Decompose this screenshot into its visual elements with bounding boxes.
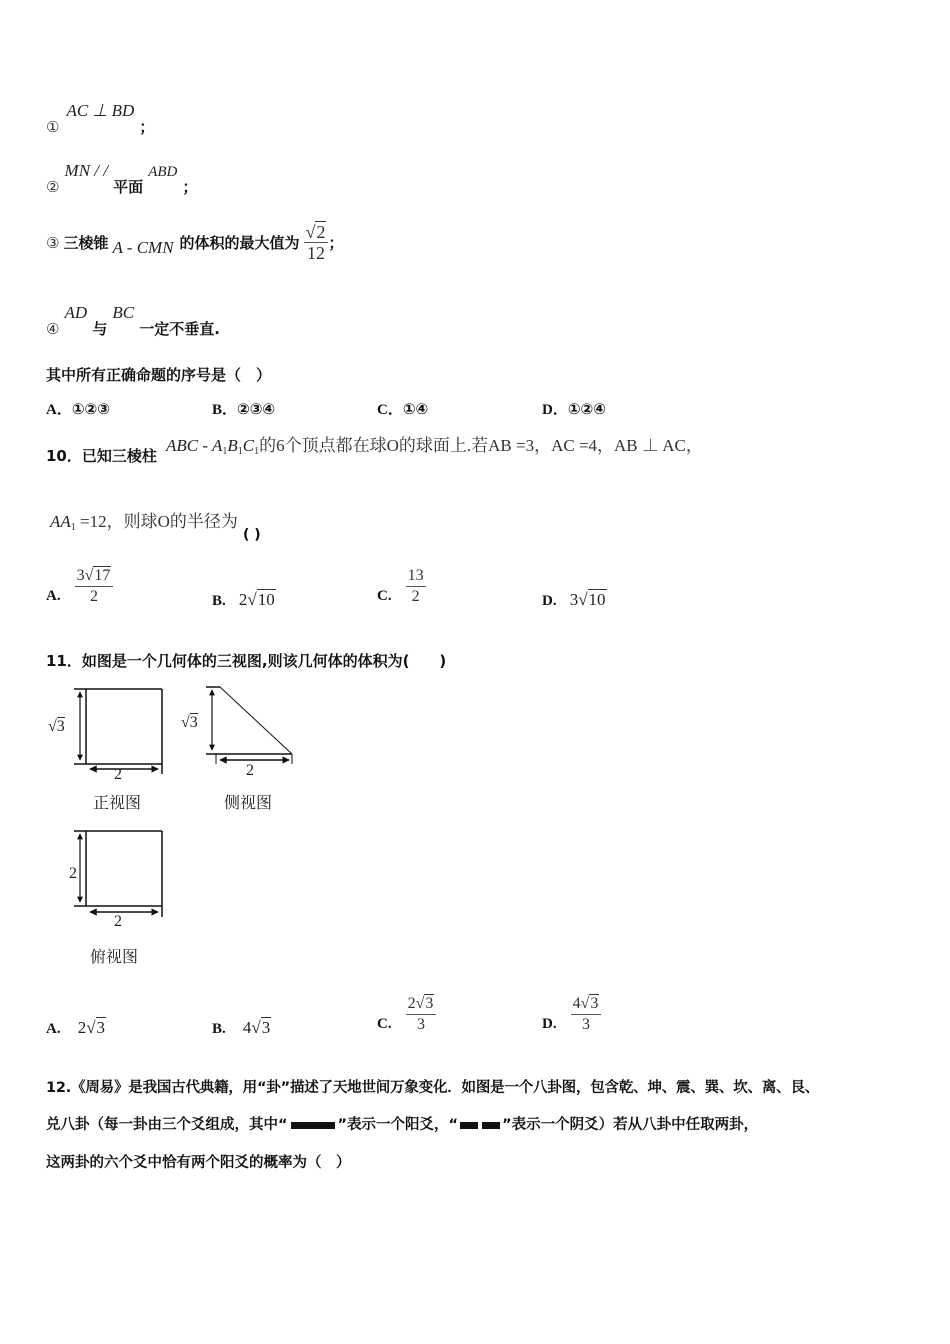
statement-4: [46, 302, 220, 338]
yin-line-icon: [482, 1122, 500, 1129]
q11-prompt: 11．如图是一个几何体的三视图,则该几何体的体积为( ): [46, 652, 447, 670]
q12-line2: 兑八卦（每一卦由三个爻组成，其中“ ”表示一个阳爻，“ ”表示一个阴爻）若从八卦中任取两卦，: [46, 1117, 759, 1133]
statement-math: AC ⊥ BD: [66, 101, 135, 120]
statement-marker: ④: [46, 320, 60, 338]
statement-1: [46, 100, 155, 136]
statement-text: 与: [92, 320, 108, 338]
front-width-label: 2: [114, 766, 122, 783]
side-height-label: √3: [181, 714, 198, 731]
q12-line1: 12.《周易》是我国古代典籍，用“卦”描述了天地世间万象变化．如图是一个八卦图，包含乾、坤、震、巽、坎、离、艮、: [46, 1080, 820, 1096]
statement-tail: 一定不垂直.: [139, 320, 220, 338]
fraction: $\frac{√2}{12}$: [304, 222, 329, 263]
q10-paren: ( ): [243, 527, 261, 543]
statement-text: 的体积的最大值为: [179, 234, 300, 252]
q9-option-d[interactable]: D．①②④: [542, 400, 606, 418]
yang-line-icon: [291, 1122, 335, 1129]
q10-option-d[interactable]: D. 3√10: [542, 590, 606, 609]
q10-math: ABC - A: [166, 436, 223, 455]
q10-math: AA: [50, 512, 71, 531]
q10-option-b[interactable]: B. 2√10: [212, 590, 275, 609]
q10-option-a[interactable]: A. $\frac{3√17}{2}$: [46, 566, 113, 607]
q9-option-b[interactable]: B．②③④: [212, 400, 276, 418]
yin-line-icon: [460, 1122, 478, 1129]
q9-prompt: 其中所有正确命题的序号是（ ）: [46, 366, 272, 384]
statement-text: 三棱锥: [63, 234, 109, 252]
side-view: [206, 687, 292, 764]
q12-line3: 这两卦的六个爻中恰有两个阳爻的概率为（ ）: [46, 1155, 351, 1171]
statement-2: [46, 160, 198, 196]
side-view-label: 侧视图: [224, 793, 273, 812]
top-width-label: 2: [114, 913, 122, 930]
statement-tail: ；: [182, 178, 198, 196]
q10-option-c[interactable]: C. $\frac{13}{2}$: [377, 567, 424, 605]
statement-math: ABD: [148, 164, 178, 180]
statement-marker: ③: [46, 233, 60, 252]
q11-option-a[interactable]: A. 2√3: [46, 1018, 106, 1037]
top-view: [74, 831, 162, 917]
side-width-label: 2: [246, 762, 254, 779]
q11-option-c[interactable]: C. $\frac{2√3}{3}$: [377, 994, 436, 1035]
q10-text: 的6个顶点都在球O的球面上.若AB =3，AC =4，AB ⊥ AC，: [259, 436, 703, 455]
statement-math: MN / /: [64, 161, 108, 180]
q9-option-a[interactable]: A．①②③: [46, 400, 110, 418]
statement-tail: ；: [328, 234, 344, 252]
statement-text: 平面: [113, 178, 144, 196]
front-view-label: 正视图: [93, 793, 142, 812]
q10-line2: $AA_1 =12$，则球O的半径为 ( ): [50, 512, 261, 543]
q10-text: =12，则球O的半径为: [75, 512, 238, 531]
top-height-label: 2: [69, 865, 77, 882]
statement-3: [46, 222, 343, 263]
statement-tail: ；: [139, 118, 155, 136]
statement-math: A - CMN: [112, 237, 174, 257]
front-height-label: √3: [48, 718, 65, 735]
q10-line1: ABC - $A_1B_1C_1$的6个顶点都在球O的球面上.若AB =3，AC =4，AB ⊥ AC，: [166, 436, 703, 457]
statement-marker: ②: [46, 178, 60, 196]
q10-number: 10．已知三棱柱: [46, 447, 157, 465]
q11-option-b[interactable]: B. 4√3: [212, 1018, 271, 1037]
statement-math: AD: [64, 303, 88, 322]
q11-option-d[interactable]: D. $\frac{4√3}{3}$: [542, 994, 601, 1035]
q9-option-c[interactable]: C．①④: [377, 400, 429, 418]
front-view: [74, 689, 162, 774]
statement-marker: ①: [46, 118, 60, 136]
statement-math: BC: [112, 303, 135, 322]
three-view-figure: [40, 680, 310, 970]
top-view-label: 俯视图: [90, 947, 139, 966]
